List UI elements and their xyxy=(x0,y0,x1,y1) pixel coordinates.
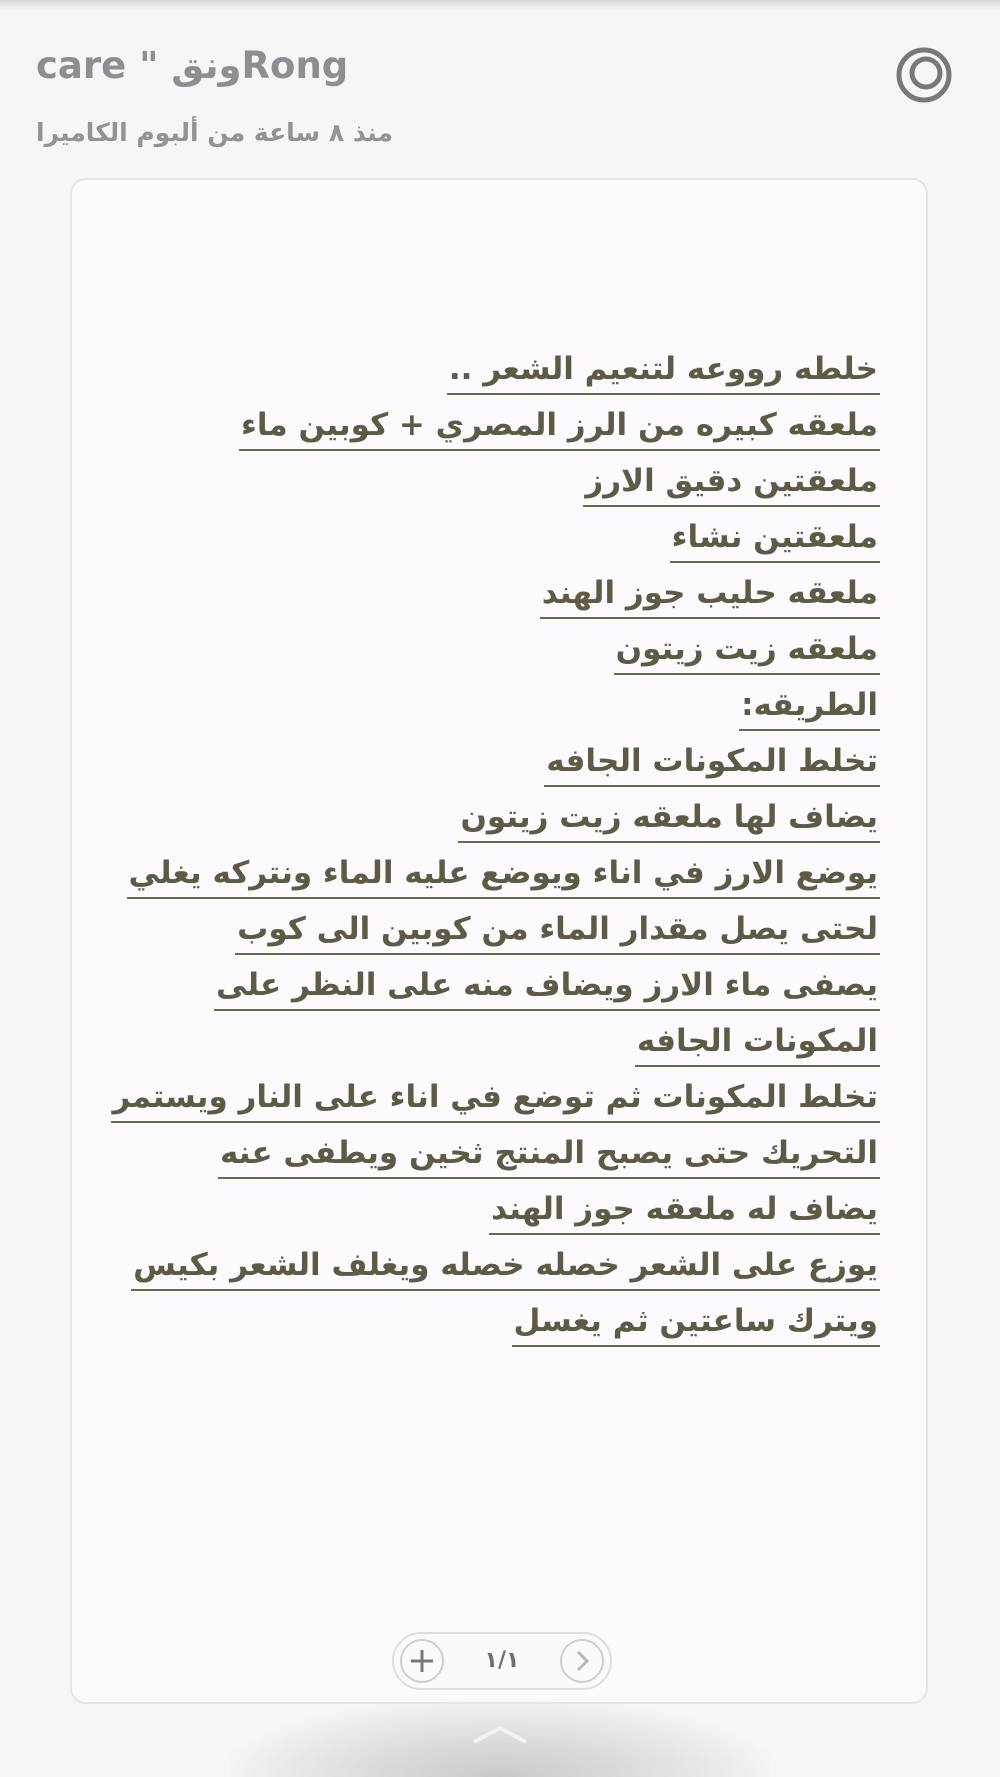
plus-icon xyxy=(402,1641,442,1681)
note-line xyxy=(110,682,880,738)
author-title[interactable]: care " ونقRong xyxy=(36,44,349,87)
note-line-text: يوضع الارز في اناء ويوضع عليه الماء ونتركه يغلي xyxy=(127,851,881,899)
note-line xyxy=(110,906,880,962)
note-text xyxy=(110,346,880,1354)
note-line xyxy=(110,458,880,514)
note-line xyxy=(110,514,880,570)
note-line-text: خلطه رووعه لتنعيم الشعر .. xyxy=(447,347,880,395)
note-line xyxy=(110,1018,880,1074)
note-line xyxy=(110,1074,880,1130)
note-line xyxy=(110,1130,880,1186)
note-line-text: يضاف لها ملعقه زيت زيتون xyxy=(458,795,880,843)
note-line-text: يضاف له ملعقه جوز الهند xyxy=(489,1187,880,1235)
note-line xyxy=(110,1186,880,1242)
post-header xyxy=(0,0,1000,170)
chevron-up-icon[interactable] xyxy=(470,1722,530,1746)
chevron-right-icon xyxy=(562,1641,602,1681)
note-line-text: ملعقه حليب جوز الهند xyxy=(540,571,880,619)
note-line-text: يوزع على الشعر خصله خصله ويغلف الشعر بكيس xyxy=(131,1243,880,1291)
pager xyxy=(392,1632,612,1690)
note-line xyxy=(110,794,880,850)
note-line-text: ملعقتين نشاء xyxy=(670,515,880,563)
note-card xyxy=(70,178,928,1704)
page-counter: ١/١ xyxy=(484,1648,520,1673)
note-line xyxy=(110,850,880,906)
note-line xyxy=(110,402,880,458)
note-line-text: التحريك حتى يصبح المنتج ثخين ويطفى عنه xyxy=(218,1131,880,1179)
note-line-text: ملعقه كبيره من الرز المصري + كوبين ماء xyxy=(239,403,880,451)
note-line-text: لحتى يصل مقدار الماء من كوبين الى كوب xyxy=(235,907,880,955)
next-button[interactable] xyxy=(560,1639,604,1683)
note-line xyxy=(110,962,880,1018)
post-meta: منذ ٨ ساعة من ألبوم الكاميرا xyxy=(36,118,393,147)
note-line-text: ملعقتين دقيق الارز xyxy=(583,459,880,507)
note-line-text: يصفى ماء الارز ويضاف منه على النظر على xyxy=(214,963,880,1011)
ring-icon[interactable] xyxy=(895,46,953,104)
note-line-text: تخلط المكونات ثم توضع في اناء على النار ويستمر xyxy=(111,1075,880,1123)
note-line xyxy=(110,626,880,682)
note-line xyxy=(110,738,880,794)
add-button[interactable] xyxy=(400,1639,444,1683)
note-line-text: ملعقه زيت زيتون xyxy=(614,627,880,675)
note-line-text: ويترك ساعتين ثم يغسل xyxy=(512,1299,880,1347)
note-line-text: المكونات الجافه xyxy=(635,1019,880,1067)
note-line xyxy=(110,346,880,402)
note-line-text: الطريقه: xyxy=(739,683,880,731)
note-line xyxy=(110,570,880,626)
note-line-text: تخلط المكونات الجافه xyxy=(544,739,880,787)
note-line xyxy=(110,1298,880,1354)
note-line xyxy=(110,1242,880,1298)
